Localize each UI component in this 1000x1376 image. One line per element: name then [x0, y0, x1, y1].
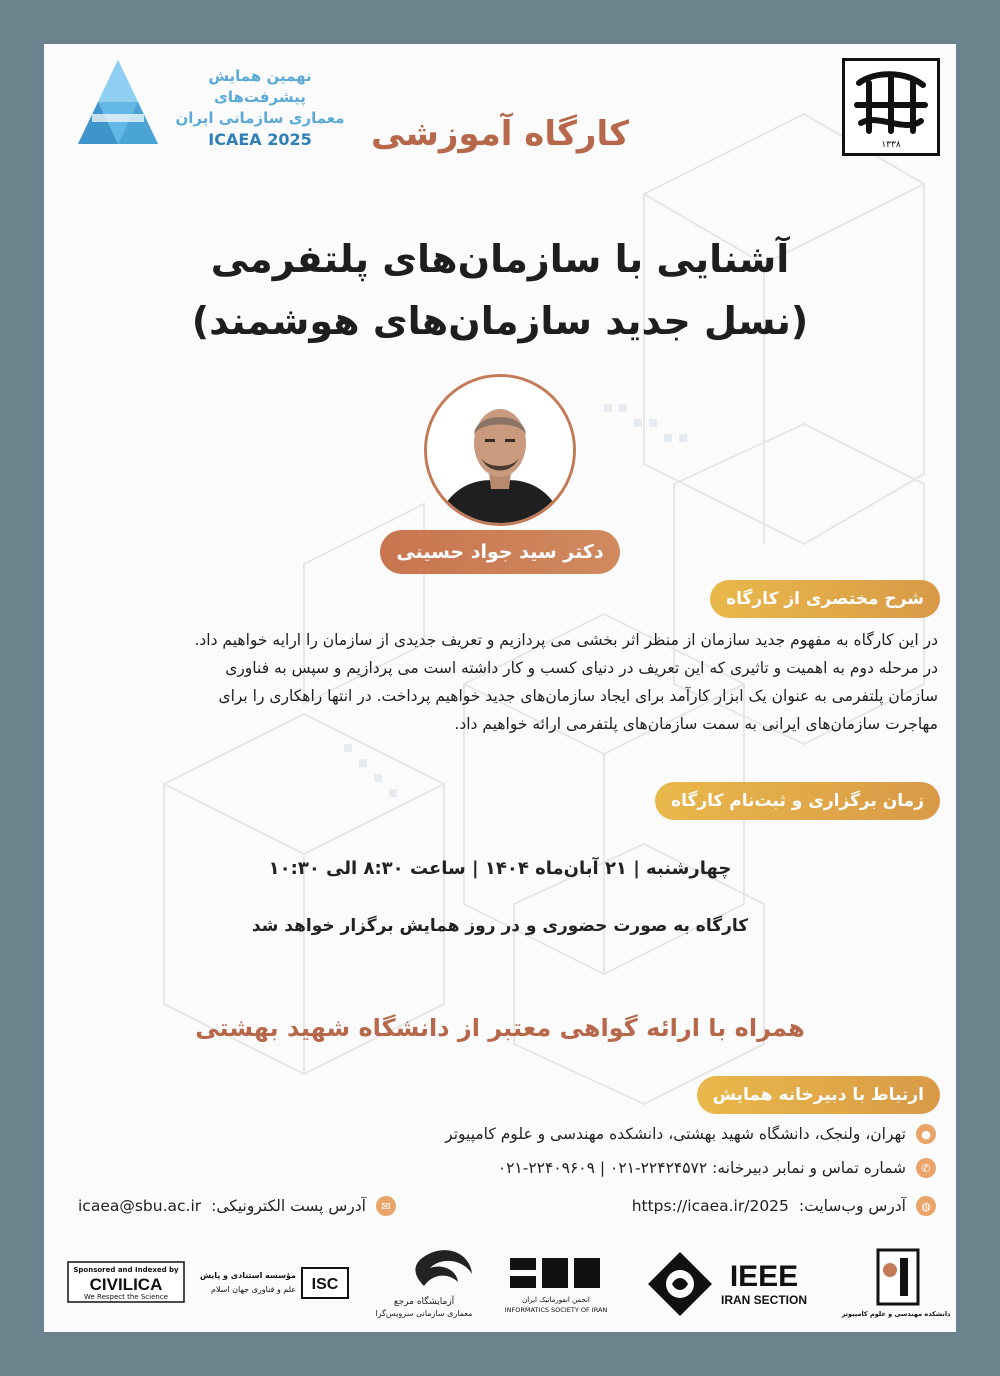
soa-lab-logo — [376, 1250, 473, 1318]
poster — [44, 44, 956, 1332]
schedule-heading: زمان برگزاری و ثبت‌نام کارگاه — [655, 782, 940, 820]
summary-line: در مرحله دوم به اهمیت و تاثیری که این تعریف در دنیای کسب و کار داشته است می پردازیم و سپس به فناوری — [225, 659, 938, 677]
sponsor-logos — [44, 1238, 956, 1328]
summary-heading: شرح مختصری از کارگاه — [710, 580, 940, 618]
workshop-title-line1: آشنایی با سازمان‌های پلتفرمی — [210, 237, 790, 281]
website-row — [632, 1196, 936, 1216]
isi-fa: انجمن انفورماتیک ایران — [522, 1296, 590, 1304]
email-label: آدرس پست الکترونیکی: — [211, 1197, 366, 1215]
website-link[interactable]: https://icaea.ir/2025 — [631, 1197, 789, 1215]
faculty-logo — [841, 1250, 951, 1318]
certificate-note: همراه با ارائه گواهی معتبر از دانشگاه شهید بهشتی — [195, 1014, 805, 1042]
isc-logo — [200, 1268, 348, 1298]
summary-line: در این کارگاه به مفهوم جدید سازمان از منظر اثر بخشی می پردازیم و تعریف جدیدی از سازمان را ارایه خواهیم داد. — [194, 631, 938, 649]
civilica-top: Sponsored and Indexed by — [73, 1266, 179, 1274]
conference-name-line2: معماری سازمانی ایران — [175, 109, 345, 127]
phone-icon: ✆ — [916, 1158, 936, 1178]
website-label: آدرس وب‌سایت: — [798, 1197, 906, 1215]
phone-row — [498, 1158, 936, 1178]
conference-acronym: ICAEA 2025 — [208, 130, 312, 149]
workshop-title — [44, 228, 956, 352]
summary-line: مهاجرت سازمان‌های ایرانی به سمت سازمان‌های پلتفرمی ارائه خواهیم داد. — [454, 715, 938, 733]
isc-text1: مؤسسه استنادی و پایش — [199, 1271, 296, 1280]
isi-en: INFORMATICS SOCIETY OF IRAN — [504, 1306, 608, 1314]
schedule-datetime: چهارشنبه | ۲۱ آبان‌ماه ۱۴۰۴ | ساعت ۸:۳۰ الی ۱۰:۳۰ — [268, 858, 732, 879]
address-row — [445, 1124, 936, 1144]
summary-text — [70, 626, 938, 738]
email-row — [78, 1196, 396, 1216]
civilica-name: CIVILICA — [89, 1275, 163, 1294]
conference-name-line1: نهمین همایش پیشرفت‌های — [208, 67, 312, 106]
workshop-title-line2: (نسل جدید سازمان‌های هوشمند) — [191, 299, 809, 343]
ieee-main: IEEE — [729, 1260, 799, 1293]
speaker-name: دکتر سید جواد حسینی — [380, 530, 620, 574]
lab-line1: آزمایشگاه مرجع — [393, 1297, 455, 1307]
event-type-heading: کارگاه آموزشی — [371, 114, 629, 154]
ieee-logo — [648, 1252, 807, 1316]
faculty-name: دانشکده مهندسی و علوم کامپیوتر — [841, 1310, 951, 1318]
globe-icon: ◍ — [916, 1196, 936, 1216]
phone-text: شماره تماس و نمابر دبیرخانه: ۲۲۴۲۴۵۷۲-۰۲۱ | ۲۲۴۰۹۶۰۹-۰۲۱ — [497, 1159, 906, 1177]
lab-line2: معماری سازمانی سرویس‌گرا — [375, 1309, 473, 1318]
contact-heading: ارتباط با دبیرخانه همایش — [697, 1076, 940, 1114]
ieee-sub: IRAN SECTION — [720, 1293, 808, 1307]
location-icon: ● — [916, 1124, 936, 1144]
svg-text:۱۳۳۸: ۱۳۳۸ — [881, 140, 901, 150]
address-text: تهران، ولنجک، دانشگاه شهید بهشتی، دانشکده مهندسی و علوم کامپیوتر — [445, 1125, 906, 1143]
email-icon: ✉ — [376, 1196, 396, 1216]
isc-name: ISC — [311, 1276, 339, 1293]
civilica-logo — [68, 1262, 184, 1302]
summary-line: سازمان پلتفرمی به عنوان یک ابزار کارآمد برای ایجاد سازمان‌های جدید خواهیم پرداخت. در انتها راهکاری را برای — [218, 687, 938, 705]
isi-logo — [505, 1258, 608, 1314]
civilica-sub: We Respect the Science — [84, 1293, 168, 1301]
schedule-mode: کارگاه به صورت حضوری و در روز همایش برگزار خواهد شد — [251, 916, 749, 936]
speaker-photo — [424, 374, 576, 526]
email-link[interactable]: icaea@sbu.ac.ir — [78, 1197, 202, 1215]
isc-text2: علم و فناوری جهان اسلام — [210, 1285, 296, 1294]
